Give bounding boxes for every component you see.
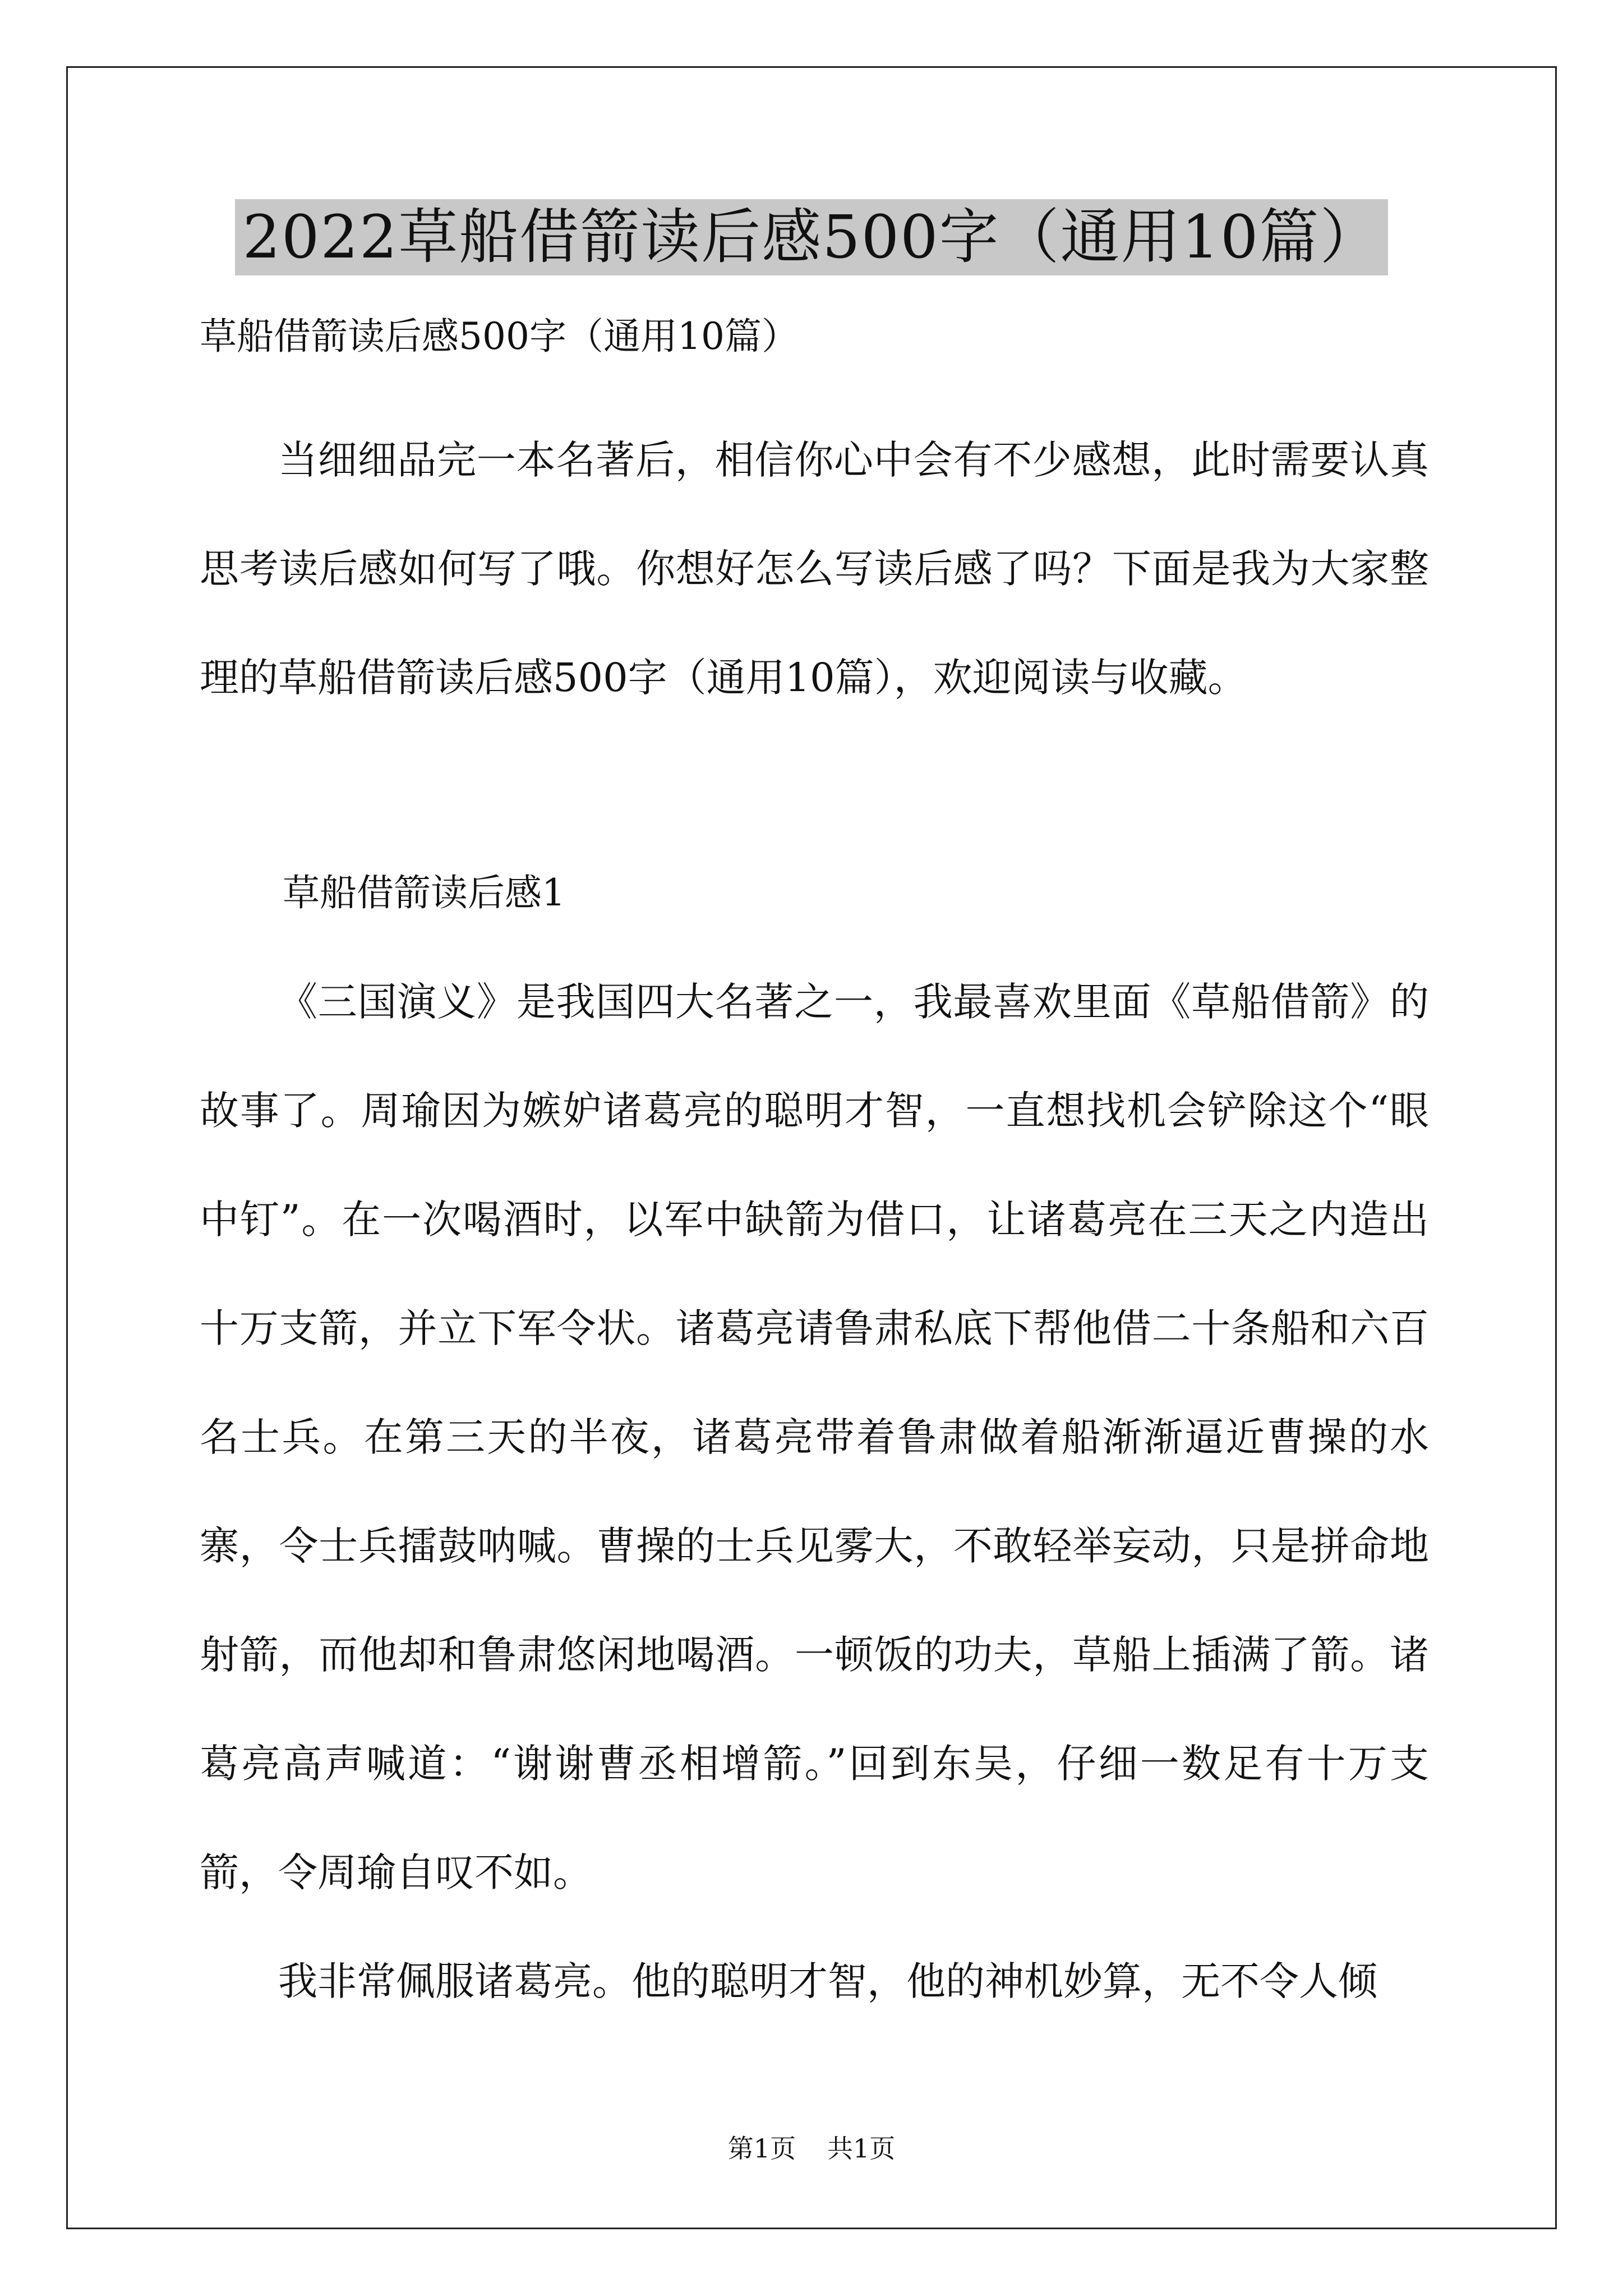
document-title: 2022草船借箭读后感500字（通用10篇） — [235, 199, 1389, 275]
page-number: 第1页 — [727, 2133, 796, 2164]
document-body — [200, 306, 1429, 2036]
title-container — [0, 199, 1623, 275]
body-paragraph-2: 我非常佩服诸葛亮。他的聪明才智，他的神机妙算，无不令人倾 — [278, 1958, 1377, 2004]
section-heading: 草船借箭读后感1 — [283, 871, 565, 914]
page-footer — [0, 2132, 1623, 2165]
document-subtitle: 草船借箭读后感500字（通用10篇） — [200, 315, 799, 358]
intro-paragraph: 当细细品完一本名著后，相信你心中会有不少感想，此时需要认真思考读后感如何写了哦。你想好怎么写读后感了吗？下面是我为大家整理的草船借箭读后感500字（通用10篇），欢迎阅读与收藏。 — [200, 437, 1429, 701]
page-total: 共1页 — [827, 2133, 896, 2164]
body-paragraph-1: 《三国演义》是我国四大名著之一，我最喜欢里面《草船借箭》的故事了。周瑜因为嫉妒诸葛亮的聪明才智，一直想找机会铲除这个“眼中钉”。在一次喝酒时，以军中缺箭为借口，让诸葛亮在三天之内造出十万支箭，并立下军令状。诸葛亮请鲁肃私底下帮他借二十条船和六百名士兵。在第三天的半夜，诸葛亮带着鲁肃做着船渐渐逼近曹操的水寨，令士兵擂鼓呐喊。曹操的士兵见雾大，不敢轻举妄动，只是拼命地射箭，而他却和鲁肃悠闲地喝酒。一顿饭的功夫，草船上插满了箭。诸葛亮高声喊道：“谢谢曹丞相增箭。”回到东吴，仔细一数足有十万支箭，令周瑜自叹不如。 — [200, 979, 1429, 1895]
